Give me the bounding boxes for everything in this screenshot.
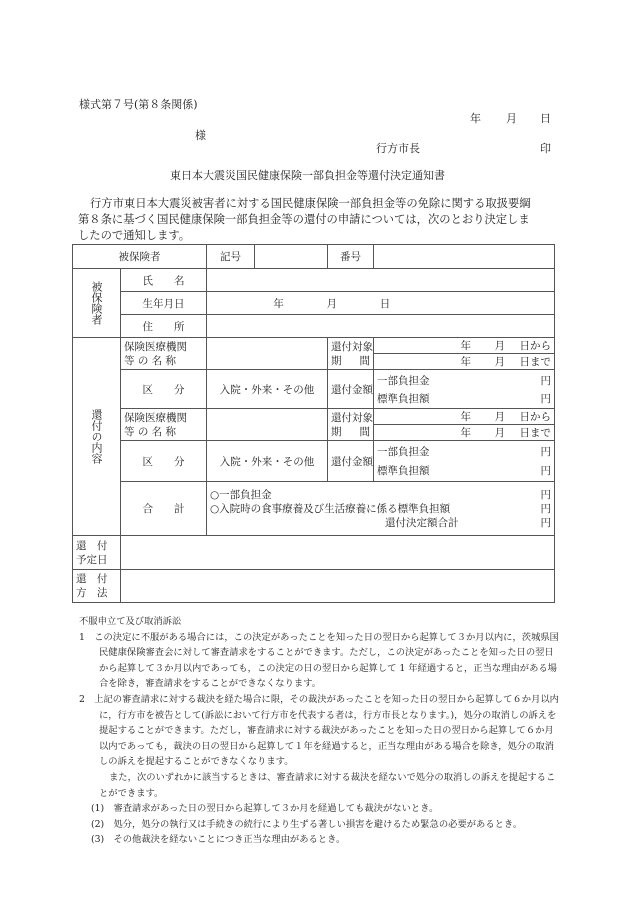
yen-unit: 円: [540, 392, 551, 405]
to-day-label: 日まで: [519, 427, 551, 439]
refund-method-label: 還 付 方 法: [73, 570, 121, 603]
partial-burden-label: 一部負担金: [377, 446, 430, 458]
category-value-1[interactable]: 入院・外来・その他: [207, 370, 328, 409]
institution-field-1[interactable]: [207, 338, 328, 370]
to-month-label: 月: [494, 356, 505, 368]
amount-field-1[interactable]: [374, 370, 555, 409]
scheduled-date-label: 還 付 予定日: [73, 536, 121, 570]
appeal-notice: [79, 614, 559, 848]
total-partial-row: ○一部負担金 円: [210, 488, 551, 501]
birth-month-label: 月: [326, 297, 338, 310]
name-label: 氏 名: [121, 269, 207, 292]
scheduled-date-field[interactable]: [121, 536, 555, 570]
to-day-label: 日まで: [519, 356, 551, 368]
notice-sub-item-1: (1) 審査請求があった日の翌日から起算して３か月を経過しても裁決がないとき。: [91, 803, 439, 815]
total-field[interactable]: [207, 482, 555, 536]
address-label: 住 所: [121, 315, 207, 338]
from-day-label: 日から: [519, 340, 551, 352]
period-label-1: 還付対象 期 間: [328, 338, 374, 370]
institution-label-2: 保険医療機関 等 の 名 称: [121, 409, 207, 441]
birth-day-label: 日: [379, 297, 391, 310]
notice-item-2: 2 上記の審査請求に対する裁決を経た場合に限，その裁決があったことを知った日の翌日から起算して６か月以内に，行方市を被告として(訴訟において行方市を代表する者は，行方市長となります。)，処分の取消しの訴えを提起することができます。ただし，審査請求に対する裁決があったことを知った日の翌日から起算して６か月以内であっても，裁決の日の翌日から起算して１年を経過すると，正当な理由がある場合を除き，処分の取消しの訴えを提起することができなくなります。: [79, 693, 559, 768]
total-label: 合 計: [121, 482, 207, 536]
institution-field-2[interactable]: [207, 409, 328, 441]
notice-sub-item-2: (2) 処分，処分の執行又は手続きの続行により生ずる著しい損害を避けるため緊急の必要があるとき。: [91, 818, 523, 830]
form-number: 様式第７号(第８条関係): [79, 98, 198, 111]
notice-heading: 不服申立て及び取消訴訟: [79, 616, 182, 627]
date-day-label: 日: [540, 112, 551, 125]
name-field[interactable]: [207, 269, 555, 292]
category-label-1: 区 分: [121, 370, 207, 409]
yen-unit: 円: [540, 465, 551, 477]
from-month-label: 月: [494, 411, 505, 423]
amount-field-2[interactable]: [374, 441, 555, 482]
addressee-suffix: 様: [195, 129, 206, 142]
total-sum-row: 還付決定額合計 円: [385, 516, 551, 529]
yen-unit: 円: [540, 374, 551, 387]
from-month-label: 月: [494, 340, 505, 352]
insured-side-label: 被保険者: [73, 269, 121, 338]
birthdate-field[interactable]: [207, 292, 555, 315]
standard-burden-label: 標準負担額: [377, 392, 430, 405]
symbol-label: 記号: [207, 245, 255, 269]
birth-year-label: 年: [273, 297, 284, 310]
from-year-label: 年: [460, 340, 471, 352]
amount-label-2: 還付金額: [328, 441, 374, 482]
refund-decision-table: [72, 244, 555, 603]
intro-line-3: したので通知します。: [78, 229, 191, 242]
period-field-2[interactable]: [374, 409, 555, 441]
date-year-label: 年: [470, 112, 481, 125]
refund-method-field[interactable]: [121, 570, 555, 603]
category-value-2[interactable]: 入院・外来・その他: [207, 441, 328, 482]
intro-line-2: 第８条に基づく国民健康保険一部負担金等の還付の申請については，次のとおり決定しま: [78, 213, 530, 226]
category-label-2: 区 分: [121, 441, 207, 482]
standard-burden-label: 標準負担額: [377, 465, 430, 477]
partial-burden-label: 一部負担金: [377, 374, 430, 387]
notice-item-1: 1 この決定に不服がある場合には，この決定があったことを知った日の翌日から起算して３か月以内に，茨城県国民健康保険審査会に対して審査請求をすることができます。ただし，この決定があったことを知った日の翌日から起算して３か月以内であっても，この決定の日の翌日から起算して 1 年経過すると，正当な理由がある場合を除き，審査請求をすることができなくなります。: [79, 631, 559, 690]
amount-label-1: 還付金額: [328, 370, 374, 409]
yen-unit: 円: [540, 446, 551, 458]
date-month-label: 月: [506, 112, 517, 125]
to-year-label: 年: [460, 427, 471, 439]
address-field[interactable]: [207, 315, 555, 338]
from-day-label: 日から: [519, 411, 551, 423]
refund-content-side-label: 還付の内容: [73, 338, 121, 536]
number-field[interactable]: [374, 245, 555, 269]
number-label: 番号: [328, 245, 374, 269]
institution-label-1: 保険医療機関 等 の 名 称: [121, 338, 207, 370]
intro-paragraph: [78, 196, 531, 244]
birthdate-label: 生年月日: [121, 292, 207, 315]
document-title: 東日本大震災国民健康保険一部負担金等還付決定通知書: [170, 169, 445, 182]
period-label-2: 還付対象 期 間: [328, 409, 374, 441]
from-year-label: 年: [460, 411, 471, 423]
symbol-field[interactable]: [255, 245, 328, 269]
notice-item-2-extra: また，次のいずれかに該当するときは、審査請求に対する裁決を経ないで処分の取消しの訴えを提起することができます。: [99, 771, 556, 799]
intro-line-1: 行方市東日本大震災被害者に対する国民健康保険一部負担金等の免除に関する取扱要綱: [90, 197, 531, 210]
insured-header: 被保険者: [73, 245, 207, 269]
period-field-1[interactable]: [374, 338, 555, 370]
total-standard-row: ○入院時の食事療養及び生活療養に係る標準負担額 円: [210, 502, 551, 515]
to-month-label: 月: [494, 427, 505, 439]
issuer-name: 行方市長: [376, 142, 420, 155]
notice-sub-item-3: (3) その他裁決を経ないことにつき正当な理由があるとき。: [91, 834, 346, 846]
seal-mark: 印: [540, 142, 551, 155]
to-year-label: 年: [460, 356, 471, 368]
